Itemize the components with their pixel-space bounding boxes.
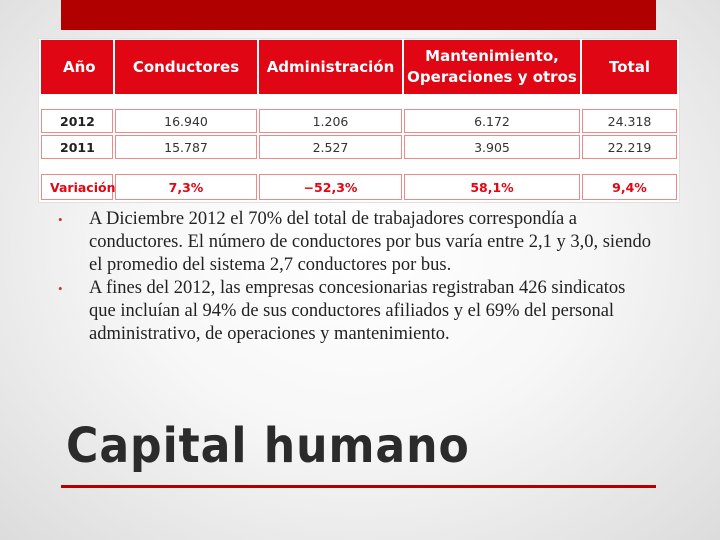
- title-underline: [61, 485, 656, 488]
- workforce-table: [38, 38, 680, 203]
- variation-label: Variación: [41, 174, 113, 200]
- header-cell-maintenance: Mantenimiento, Operaciones y otros: [404, 40, 580, 94]
- cell-year: 2012: [41, 109, 113, 133]
- cell-year: 2011: [41, 135, 113, 159]
- variation-row: [41, 174, 679, 200]
- variation-maintenance: 58,1%: [404, 174, 580, 200]
- bullet-dot-icon: •: [58, 281, 63, 296]
- table-header-row: [41, 40, 679, 94]
- table-row: [41, 135, 679, 159]
- header-cell-year: Año: [41, 40, 113, 94]
- cell-drivers: 15.787: [115, 135, 257, 159]
- variation-total: 9,4%: [582, 174, 677, 200]
- bullet-dot-icon: •: [58, 212, 63, 227]
- cell-maintenance: 6.172: [404, 109, 580, 133]
- cell-total: 22.219: [582, 135, 677, 159]
- list-item: [56, 277, 656, 346]
- cell-administration: 2.527: [259, 135, 402, 159]
- header-cell-administration: Administración: [259, 40, 402, 94]
- slide-title: Capital humano: [66, 418, 470, 474]
- header-cell-total: Total: [582, 40, 677, 94]
- header-cell-drivers: Conductores: [115, 40, 257, 94]
- top-accent-bar: [61, 0, 656, 30]
- list-item: [56, 208, 656, 277]
- bullet-text: A fines del 2012, las empresas concesionarias registraban 426 sindicatos que incluían al 94% de sus conductores afiliados y el 69% del personal administrativo, de operaciones y mantenimiento.: [89, 278, 626, 344]
- bullet-list: [56, 208, 656, 346]
- cell-drivers: 16.940: [115, 109, 257, 133]
- bullet-text: A Diciembre 2012 el 70% del total de trabajadores correspondía a conductores. El número de conductores por bus varía entre 2,1 y 3,0, siendo el promedio del sistema 2,7 conductores por bus.: [89, 209, 652, 275]
- cell-total: 24.318: [582, 109, 677, 133]
- cell-maintenance: 3.905: [404, 135, 580, 159]
- table-row: [41, 109, 679, 133]
- variation-administration: −52,3%: [259, 174, 402, 200]
- cell-administration: 1.206: [259, 109, 402, 133]
- variation-drivers: 7,3%: [115, 174, 257, 200]
